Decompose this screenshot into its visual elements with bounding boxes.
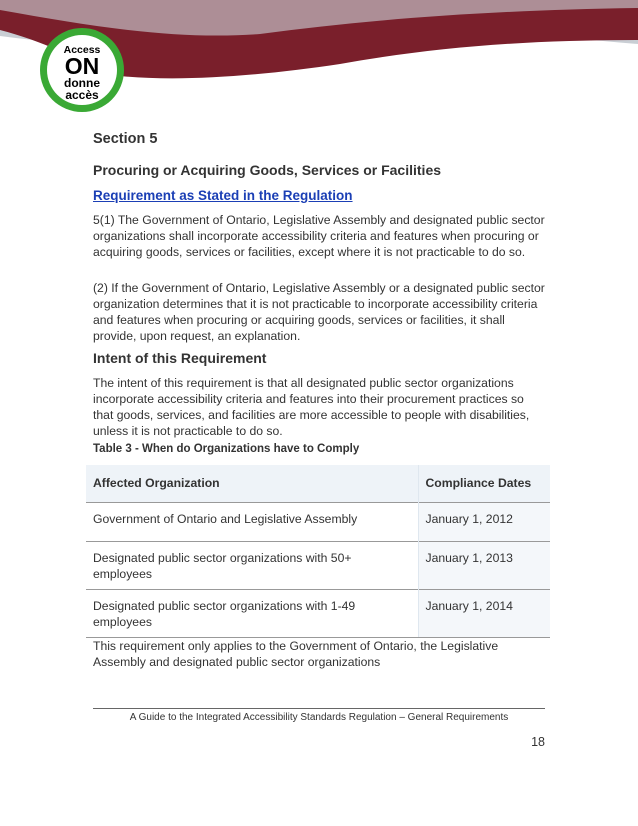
table-cell-organization: Government of Ontario and Legislative Assembly: [86, 502, 418, 541]
logo-line-3: donne: [64, 76, 100, 90]
table-row: [86, 502, 550, 541]
logo-line-4: accès: [65, 88, 99, 102]
table-caption: Table 3 - When do Organizations have to Comply: [93, 443, 360, 455]
regulation-paragraph-1: 5(1) The Government of Ontario, Legislative Assembly and designated public sector organizations shall incorporate accessibility criteria and features when procuring or acquiring goods, services or facilities, except where it is not practicable to do so.: [93, 213, 545, 259]
table-cell-organization: Designated public sector organizations with 1-49 employees: [86, 589, 418, 637]
intent-heading: Intent of this Requirement: [93, 350, 267, 366]
requirement-heading-link[interactable]: Requirement as Stated in the Regulation: [93, 188, 353, 203]
column-header-organization: Affected Organization: [86, 465, 418, 502]
section-title: Procuring or Acquiring Goods, Services or Facilities: [93, 162, 442, 178]
footer-text: A Guide to the Integrated Accessibility Standards Regulation – General Requirements: [129, 712, 509, 723]
page-number: 18: [531, 735, 545, 749]
intent-paragraph: The intent of this requirement is that all designated public sector organizations incorporate accessibility criteria and features into their procurement practices so that goods, services, and facilities are more accessible to people with disabilities, unless it is not practicable to do so.: [93, 376, 530, 438]
table-row: [86, 589, 550, 637]
regulation-paragraph-2: (2) If the Government of Ontario, Legislative Assembly or a designated public sector organization determines that it is not practicable to incorporate accessibility criteria and features when procuring or acquiring goods, services or facilities, it shall provide, upon request, an explanation.: [93, 281, 545, 343]
access-on-logo: [40, 28, 124, 112]
table-cell-date: January 1, 2014: [418, 589, 550, 637]
column-header-dates: Compliance Dates: [418, 465, 550, 502]
table-cell-date: January 1, 2012: [418, 502, 550, 541]
logo-line-1: Access: [63, 44, 101, 56]
table-cell-organization: Designated public sector organizations with 50+ employees: [86, 541, 418, 589]
table-row: [86, 541, 550, 589]
closing-paragraph: This requirement only applies to the Government of Ontario, the Legislative Assembly and designated public sector organizations: [93, 639, 499, 669]
table-header-row: [86, 465, 550, 502]
table-cell-date: January 1, 2013: [418, 541, 550, 589]
logo-line-2: ON: [64, 53, 100, 79]
section-label: Section 5: [93, 131, 158, 147]
footer-divider: [93, 708, 545, 709]
compliance-table: [86, 465, 550, 638]
